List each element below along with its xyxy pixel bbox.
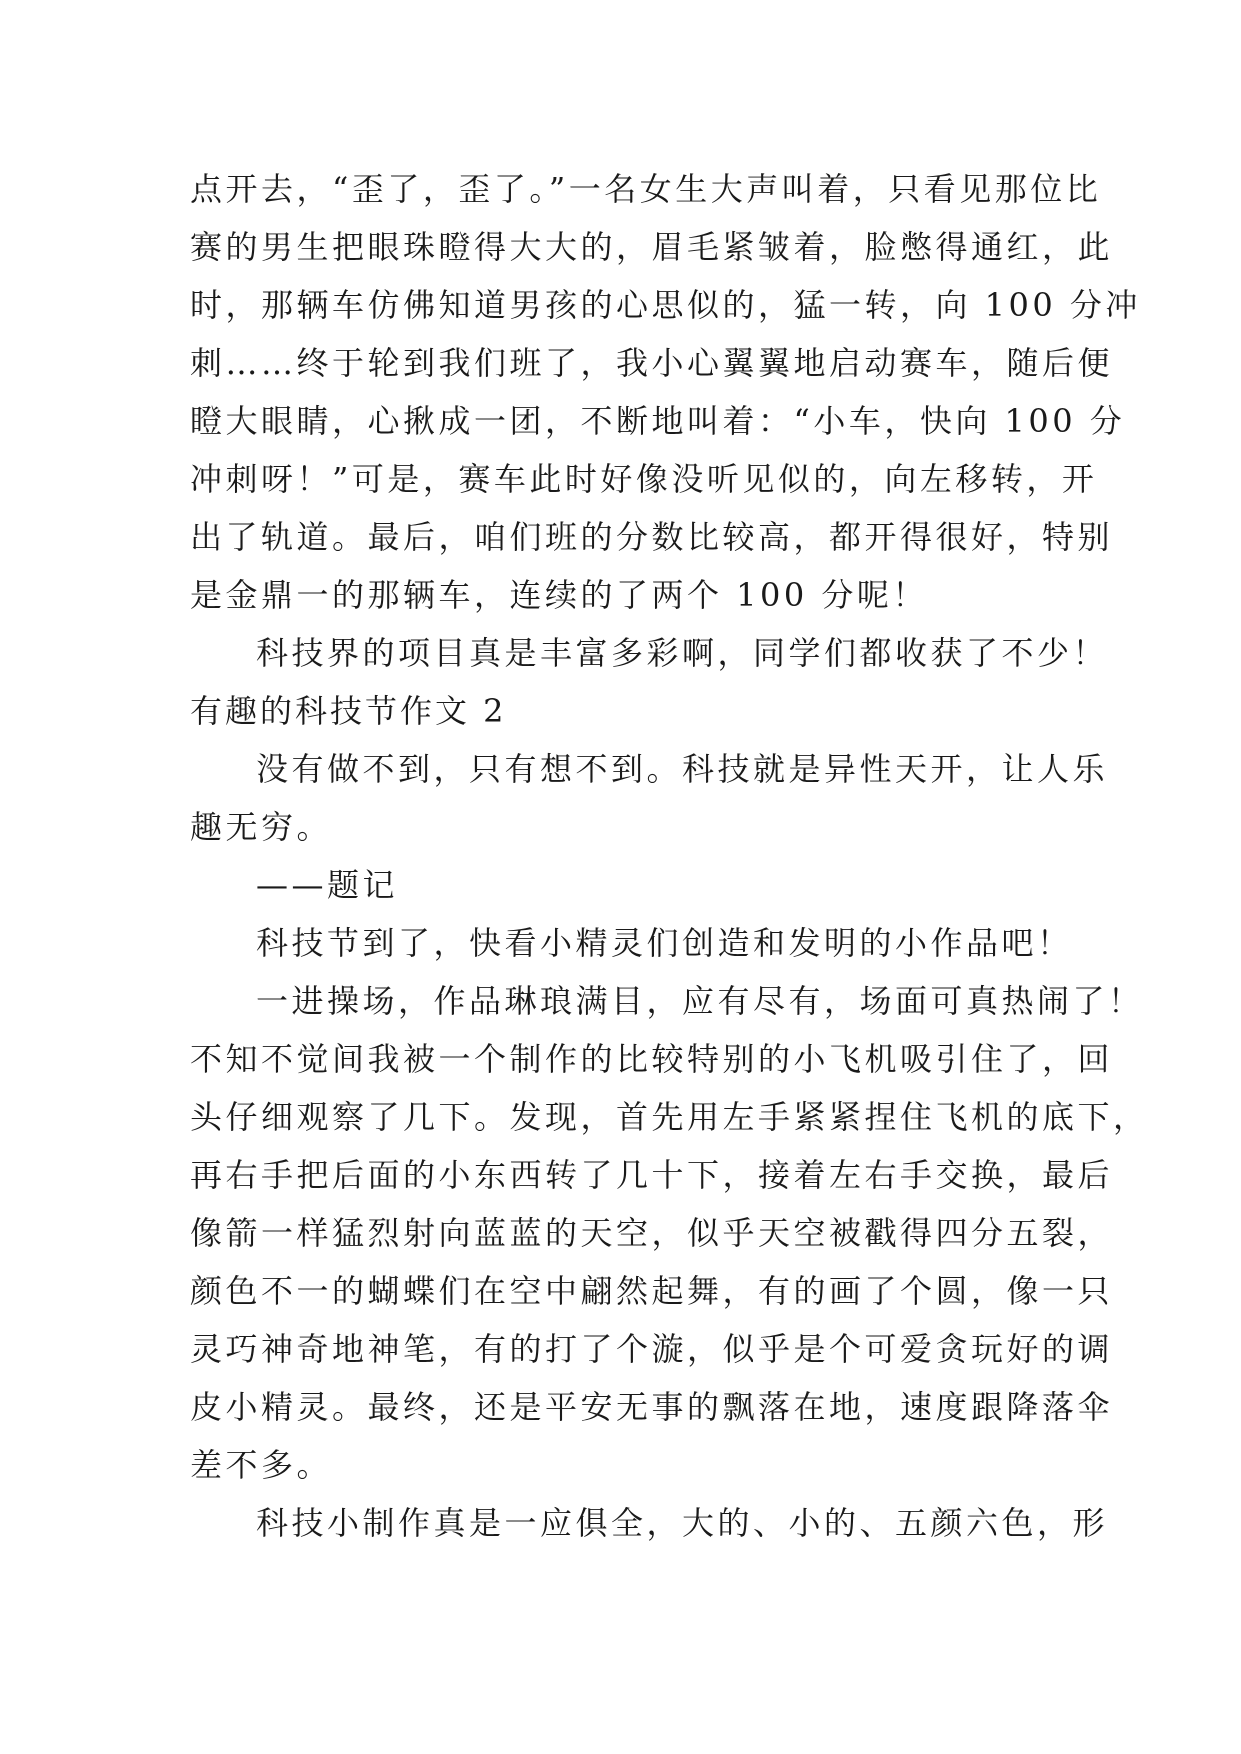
paragraph-last: 科技小制作真是一应俱全，大的、小的、五颜六色，形 bbox=[256, 1504, 1109, 1542]
text-line-6: 冲刺呀！”可是，赛车此时好像没听见似的，向左移转，开 bbox=[190, 460, 1098, 498]
text-line-19: 像箭一样猛烈射向蓝蓝的天空，似乎天空被戳得四分五裂， bbox=[190, 1214, 1114, 1252]
text-line-2: 赛的男生把眼珠瞪得大大的，眉毛紧皱着，脸憋得通红，此 bbox=[190, 228, 1114, 266]
text-line-18: 再右手把后面的小东西转了几十下，接着左右手交换，最后 bbox=[190, 1156, 1114, 1194]
text-line-17: 头仔细观察了几下。发现，首先用左手紧紧捏住飞机的底下， bbox=[190, 1098, 1149, 1136]
text-line-21: 灵巧神奇地神笔，有的打了个漩，似乎是个可爱贪玩好的调 bbox=[190, 1330, 1114, 1368]
text-line-8: 是金鼎一的那辆车，连续的了两个 100 分呢！ bbox=[190, 576, 928, 614]
paragraph-intro: 科技节到了，快看小精灵们创造和发明的小作品吧！ bbox=[256, 924, 1073, 962]
epigraph-line-2: 趣无穷。 bbox=[190, 808, 333, 846]
text-line-22: 皮小精灵。最终，还是平安无事的飘落在地，速度跟降落伞 bbox=[190, 1388, 1114, 1426]
text-line-1: 点开去，“歪了，歪了。”一名女生大声叫着，只看见那位比 bbox=[190, 170, 1102, 208]
text-line-16: 不知不觉间我被一个制作的比较特别的小飞机吸引住了，回 bbox=[190, 1040, 1114, 1078]
epigraph-line-1: 没有做不到，只有想不到。科技就是异性天开，让人乐 bbox=[256, 750, 1109, 788]
document-body bbox=[190, 160, 1149, 1552]
section-title: 有趣的科技节作文 2 bbox=[190, 692, 507, 730]
text-line-23: 差不多。 bbox=[190, 1446, 333, 1484]
text-line-7: 出了轨道。最后，咱们班的分数比较高，都开得很好，特别 bbox=[190, 518, 1114, 556]
paragraph-summary: 科技界的项目真是丰富多彩啊，同学们都收获了不少！ bbox=[256, 634, 1109, 672]
text-line-4: 刺……终于轮到我们班了，我小心翼翼地启动赛车，随后便 bbox=[190, 344, 1114, 382]
text-line-5: 瞪大眼睛，心揪成一团，不断地叫着：“小车，快向 100 分 bbox=[190, 402, 1126, 440]
text-line-20: 颜色不一的蝴蝶们在空中翩然起舞，有的画了个圆，像一只 bbox=[190, 1272, 1114, 1310]
epigraph-attribution: ——题记 bbox=[256, 866, 399, 904]
text-line-3: 时，那辆车仿佛知道男孩的心思似的，猛一转，向 100 分冲 bbox=[190, 286, 1141, 324]
paragraph-start: 一进操场，作品琳琅满目，应有尽有，场面可真热闹了！ bbox=[256, 982, 1144, 1020]
